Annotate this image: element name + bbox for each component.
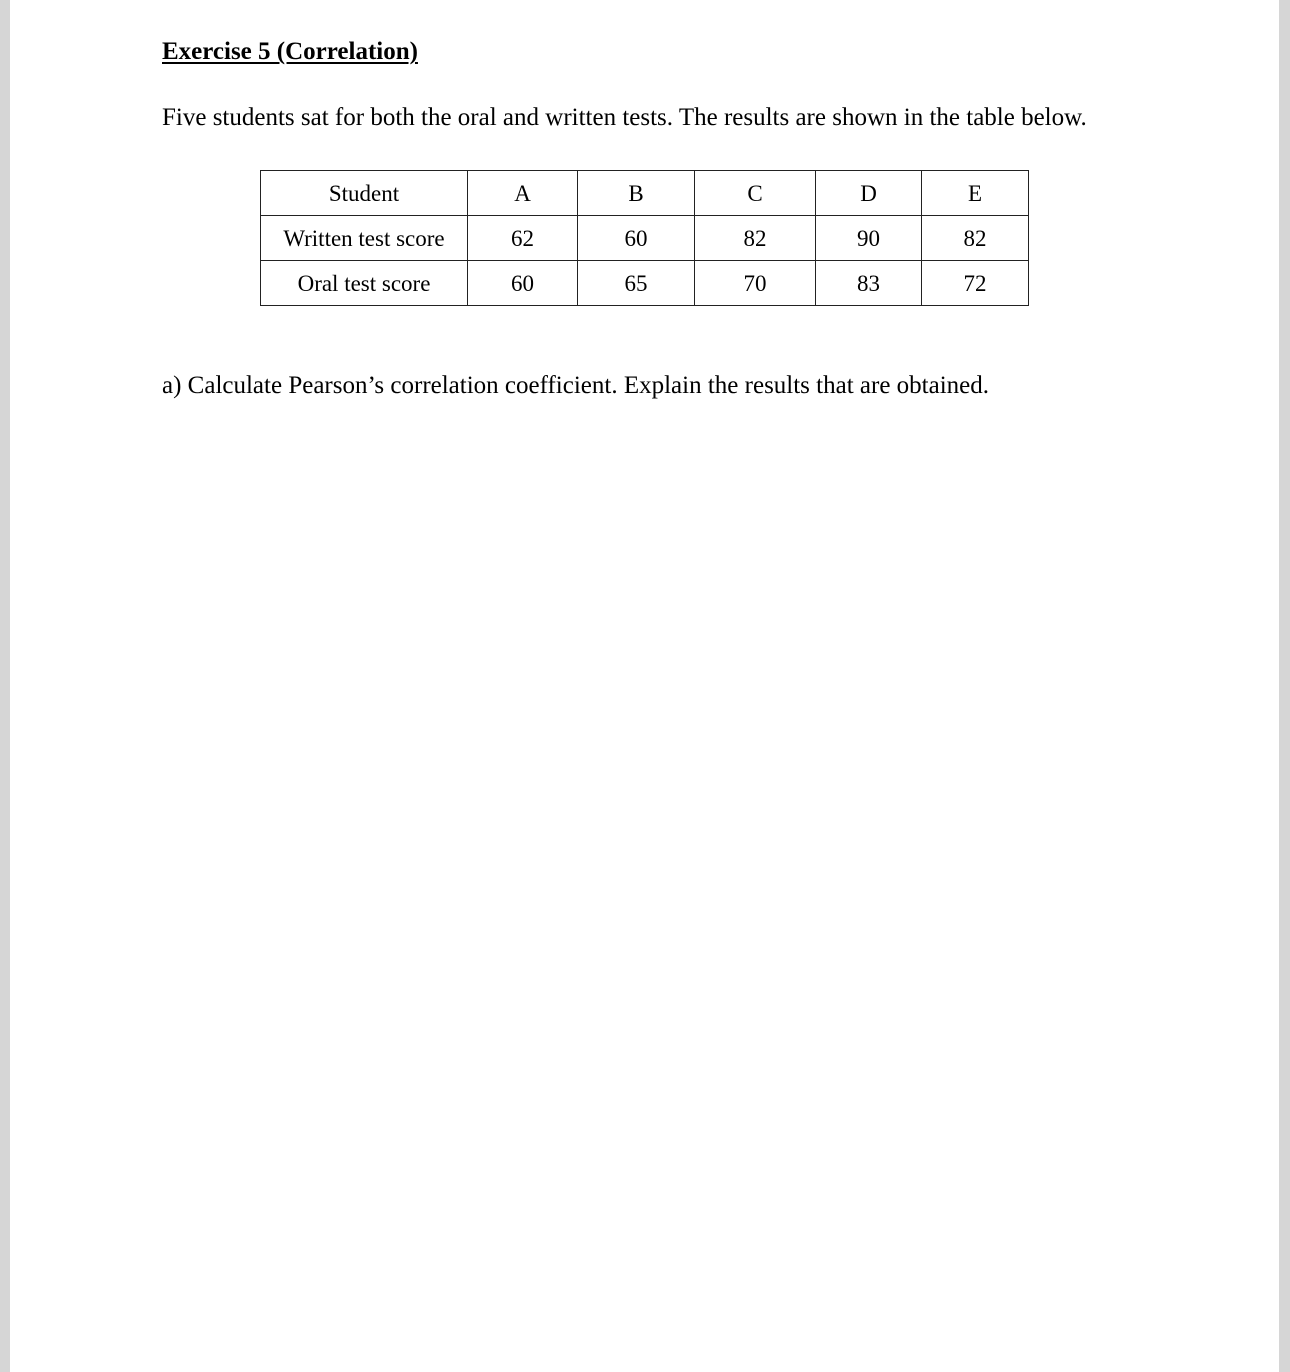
table-header-cell: Student: [261, 171, 468, 216]
table-header-row: [261, 171, 1029, 216]
table-cell: 60: [468, 261, 578, 306]
table-cell: 83: [816, 261, 922, 306]
document-page: [10, 0, 1279, 1372]
table-cell: 70: [695, 261, 816, 306]
table-cell: 60: [578, 216, 695, 261]
table-cell: 62: [468, 216, 578, 261]
table-cell: 72: [922, 261, 1029, 306]
question-a: a) Calculate Pearson’s correlation coefficient. Explain the results that are obtained.: [162, 372, 990, 399]
table-header-cell: D: [816, 171, 922, 216]
table-row: [261, 261, 1029, 306]
table-header-cell: C: [695, 171, 816, 216]
table-header-cell: B: [578, 171, 695, 216]
table-cell: 82: [922, 216, 1029, 261]
intro-paragraph: Five students sat for both the oral and written tests. The results are shown in the table below.: [162, 104, 1087, 131]
table-cell: 82: [695, 216, 816, 261]
table-header-cell: A: [468, 171, 578, 216]
table-cell: 90: [816, 216, 922, 261]
table-row-label: Oral test score: [261, 261, 468, 306]
table-row-label: Written test score: [261, 216, 468, 261]
scores-table: [260, 170, 1029, 306]
exercise-title: Exercise 5 (Correlation): [162, 38, 418, 65]
table-row: [261, 216, 1029, 261]
table-header-cell: E: [922, 171, 1029, 216]
table-cell: 65: [578, 261, 695, 306]
